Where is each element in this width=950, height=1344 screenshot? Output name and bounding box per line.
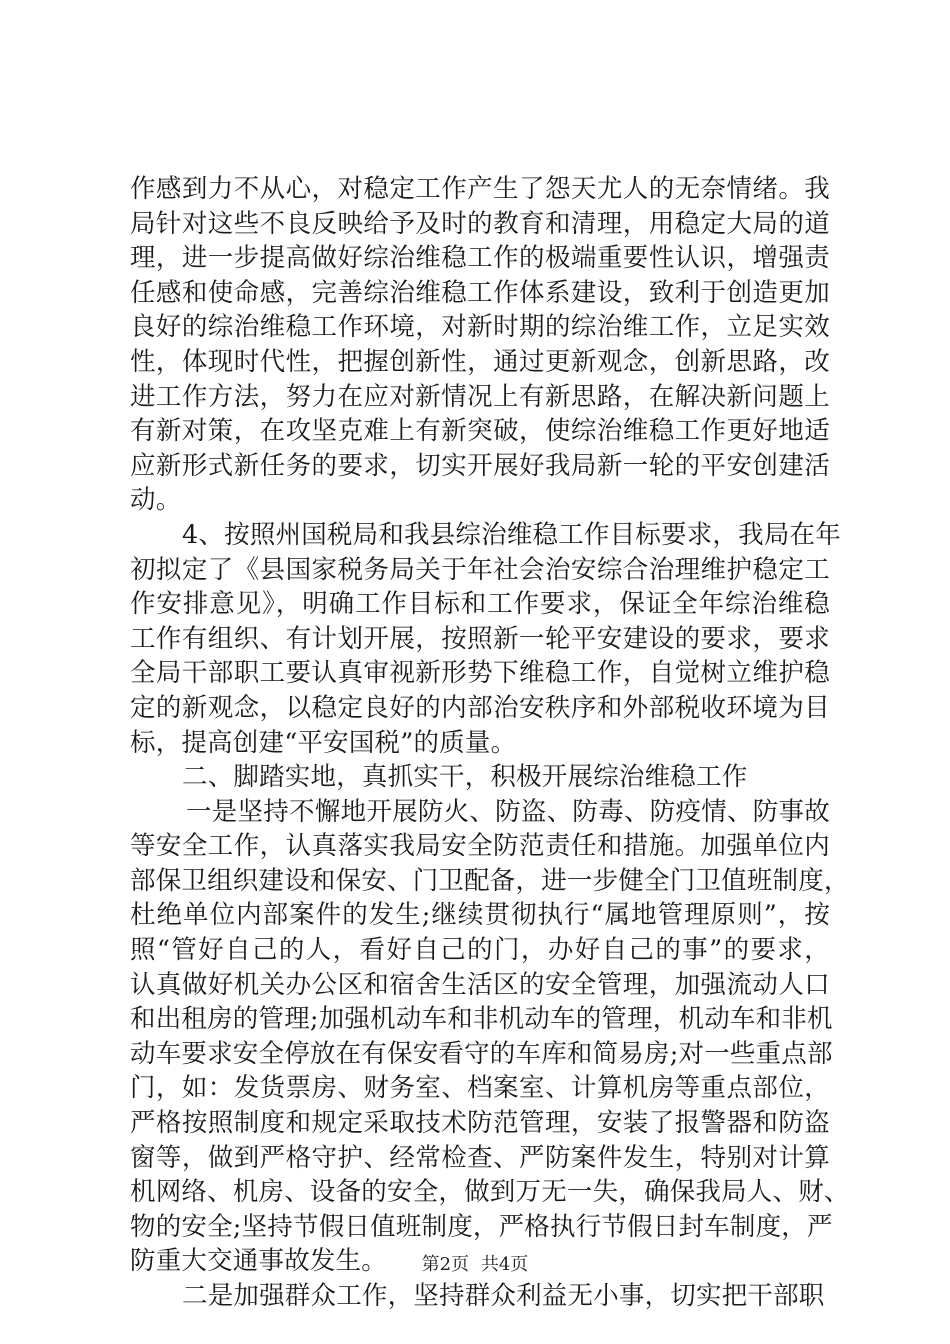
text-line: 和出租房的管理;加强机动车和非机动车的管理，机动车和非机 [130,1004,833,1035]
text-line: 良好的综治维稳工作环境，对新时期的综治维工作，立足实效 [130,312,830,343]
text-line: 工作有组织、有计划开展，按照新一轮平安建设的要求，要求 [130,623,830,654]
text-line: 认真做好机关办公区和宿舍生活区的安全管理，加强流动人口 [130,969,830,1000]
page-footer: 第2页 共4页 [421,1254,529,1275]
text-line: 任感和使命感，完善综治维稳工作体系建设，致利于创造更加 [130,277,830,308]
text-line: 动。 [130,485,182,516]
text-line: 二、脚踏实地，真抓实干，积极开展综治维稳工作 [182,762,748,793]
text-line: 防重大交通事故发生。 [130,1246,388,1277]
body-text [130,172,850,1314]
paragraph [130,172,830,518]
text-line: 进工作方法，努力在应对新情况上有新思路，在解决新问题上 [130,381,830,412]
text-line: 4、按照州国税局和我县综治维稳工作目标要求，我局在年 [182,519,841,550]
paragraph [130,518,841,760]
text-line: 定的新观念，以稳定良好的内部治安秩序和外部税收环境为目 [130,692,830,723]
text-line: 门，如：发货票房、财务室、档案室、计算机房等重点部位， [130,1073,830,1104]
paragraph [130,1279,830,1314]
paragraph [130,795,850,1279]
text-line: 局针对这些不良反映给予及时的教育和清理，用稳定大局的道 [130,208,830,239]
text-line: 物的安全;坚持节假日值班制度，严格执行节假日封车制度，严 [130,1211,833,1242]
text-line: 窗等，做到严格守护、经常检查、严防案件发生，特别对计算 [130,1142,830,1173]
text-line: 性，体现时代性，把握创新性，通过更新观念，创新思路，改 [130,346,830,377]
text-line: 应新形式新任务的要求，切实开展好我局新一轮的平安创建活 [130,450,830,481]
text-line: 一是坚持不懈地开展防火、防盗、防毒、防疫情、防事故 [186,796,830,827]
text-line: 严格按照制度和规定采取技术防范管理，安装了报警器和防盗 [130,1108,830,1139]
text-line: 照“管好自己的人，看好自己的门，办好自己的事”的要求， [130,935,830,966]
text-line: 初拟定了《县国家税务局关于年社会治安综合治理维护稳定工 [130,554,830,585]
text-line: 杜绝单位内部案件的发生;继续贯彻执行“属地管理原则”，按 [130,900,830,931]
paragraph [130,760,830,795]
text-line: 二是加强群众工作，坚持群众利益无小事，切实把干部职 [182,1281,825,1311]
text-line: 动车要求安全停放在有保安看守的车库和简易房;对一些重点部 [130,1038,833,1069]
text-line: 作安排意见》，明确工作目标和工作要求，保证全年综治维稳 [130,589,830,620]
text-line: 全局干部职工要认真审视新形势下维稳工作，自觉树立维护稳 [130,658,830,689]
text-line: 理，进一步提高做好综治维稳工作的极端重要性认识，增强责 [130,243,830,274]
text-line: 部保卫组织建设和保安、门卫配备，进一步健全门卫值班制度， [130,865,850,896]
text-line: 标，提高创建“平安国税”的质量。 [130,727,517,758]
text-line: 有新对策，在攻坚克难上有新突破，使综治维稳工作更好地适 [130,416,830,447]
text-line: 机网络、机房、设备的安全，做到万无一失，确保我局人、财、 [130,1177,850,1208]
text-line: 作感到力不从心，对稳定工作产生了怨天尤人的无奈情绪。我 [130,174,830,204]
text-line: 等安全工作，认真落实我局安全防范责任和措施。加强单位内 [130,831,830,862]
